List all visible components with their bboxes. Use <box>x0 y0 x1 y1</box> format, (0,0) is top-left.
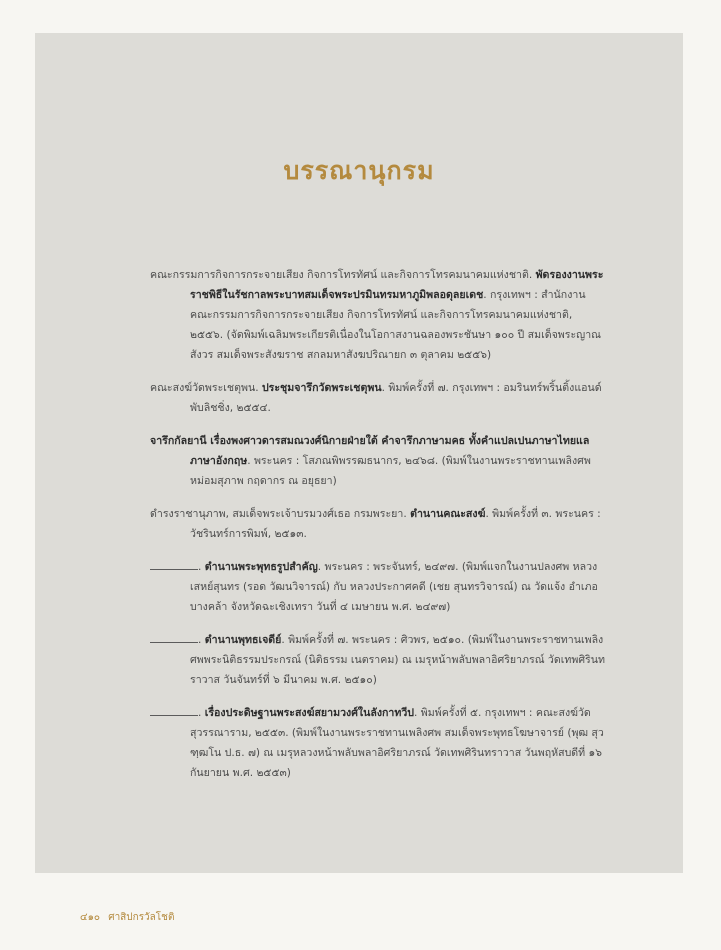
page-footer <box>80 910 174 925</box>
entry-details: . พิมพ์ครั้งที่ ๗. พระนคร : ศิวพร, ๒๕๑๐. (พิมพ์ในงานพระราชทานเพลิงศพพระนิติธรรมประกรณ์ (นิติธรรม เนตราคม) ณ เมรุหน้าพลับพลาอิศริยาภรณ์ วัดเทพศิรินทราวาส วันจันทร์ที่ ๖ มีนาคม พ.ศ. ๒๕๑๐) <box>190 634 605 686</box>
entry-title: จารึกกัลยานี เรื่องพงศาวดารสมณวงศ์นิกายฝ่ายใต้ คำจารึกภาษามคธ ทั้งคำแปลเปนภาษาไทยแลภาษาอังกฤษ <box>150 435 590 467</box>
entry-details: . พิมพ์ครั้งที่ ๕. กรุงเทพฯ : คณะสงฆ์วัดสุวรรณาราม, ๒๕๕๓. (พิมพ์ในงานพระราชทานเพลิงศพ สมเด็จพระพุทธโฆษาจารย์ (พุฒ สุวฑฺฒโน ป.ธ. ๗) ณ เมรุหลวงหน้าพลับพลาอิศริยาภรณ์ วัดเทพศิรินทราวาส วันพฤหัสบดีที่ ๑๖ กันยายน พ.ศ. ๒๕๕๓) <box>190 707 604 779</box>
content-panel <box>35 33 683 873</box>
repeated-author-dash <box>150 704 198 716</box>
entry-title: เรื่องประดิษฐานพระสงฆ์สยามวงศ์ในลังกาทวีป <box>204 707 415 719</box>
repeated-author-dash <box>150 558 198 570</box>
entry-details: . พระนคร : โสภณพิพรรฒธนากร, ๒๔๖๘. (พิมพ์ในงานพระราชทานเพลิงศพหม่อมสุภาพ กฤดากร ณ อยุธยา) <box>190 455 591 487</box>
repeated-author-dash <box>150 631 198 643</box>
bibliography-entry: . ตำนานพระพุทธรูปสำคัญ. พระนคร : พระจันทร์, ๒๔๙๗. (พิมพ์แจกในงานปลงศพ หลวงเสหย์สุนทร (รอด วัฒนวิจารณ์) กับ หลวงประกาศคดี (เชย สุนทรวิจารณ์) ณ วัดแจ้ง อำเภอบางคล้า จังหวัดฉะเชิงเทรา วันที่ ๔ เมษายน พ.ศ. ๒๔๙๗) <box>150 557 606 617</box>
bibliography-entry <box>150 504 606 544</box>
running-title: ศาสิปกรวัลโชติ <box>108 912 175 923</box>
bibliography-entry: . ตำนานพุทธเจดีย์. พิมพ์ครั้งที่ ๗. พระนคร : ศิวพร, ๒๕๑๐. (พิมพ์ในงานพระราชทานเพลิงศพพระนิติธรรมประกรณ์ (นิติธรรม เนตราคม) ณ เมรุหน้าพลับพลาอิศริยาภรณ์ วัดเทพศิรินทราวาส วันจันทร์ที่ ๖ มีนาคม พ.ศ. ๒๕๑๐) <box>150 630 606 690</box>
entry-author: คณะสงฆ์วัดพระเชตุพน. <box>150 382 262 394</box>
bibliography-entry <box>150 378 606 418</box>
entry-author: คณะกรรมการกิจการกระจายเสียง กิจการโทรทัศน์ และกิจการโทรคมนาคมแห่งชาติ. <box>150 269 533 281</box>
entry-details: . พิมพ์ครั้งที่ ๓. พระนคร : วัชรินทร์การพิมพ์, ๒๕๑๓. <box>190 508 601 540</box>
entry-title: ตำนานพุทธเจดีย์ <box>204 634 282 646</box>
entry-title: ตำนานพระพุทธรูปสำคัญ <box>204 561 318 573</box>
bibliography-entry <box>150 431 606 491</box>
page-title: บรรณานุกรม <box>283 156 435 185</box>
bibliography-list <box>150 265 606 796</box>
bibliography-entry: . เรื่องประดิษฐานพระสงฆ์สยามวงศ์ในลังกาทวีป. พิมพ์ครั้งที่ ๕. กรุงเทพฯ : คณะสงฆ์วัดสุวรรณาราม, ๒๕๕๓. (พิมพ์ในงานพระราชทานเพลิงศพ สมเด็จพระพุทธโฆษาจารย์ (พุฒ สุวฑฺฒโน ป.ธ. ๗) ณ เมรุหลวงหน้าพลับพลาอิศริยาภรณ์ วัดเทพศิรินทราวาส วันพฤหัสบดีที่ ๑๖ กันยายน พ.ศ. ๒๕๕๓) <box>150 703 606 783</box>
entry-details: . กรุงเทพฯ : สำนักงานคณะกรรมการกิจการกระจายเสียง กิจการโทรทัศน์ และกิจการโทรคมนาคมแห่งชาติ, ๒๕๕๖. (จัดพิมพ์เฉลิมพระเกียรติเนื่องในโอกาสงานฉลองพระชันษา ๑๐๐ ปี สมเด็จพระญาณสังวร สมเด็จพระสังฆราช สกลมหาสังฆปริณายก ๓ ตุลาคม ๒๕๕๖) <box>190 289 601 361</box>
entry-author: ดำรงราชานุภาพ, สมเด็จพระเจ้าบรมวงศ์เธอ กรมพระยา. <box>150 508 411 520</box>
page-number: ๔๑๐ <box>80 912 101 923</box>
entry-title: ตำนานคณะสงฆ์ <box>410 508 486 520</box>
entry-details: . พิมพ์ครั้งที่ ๗. กรุงเทพฯ : อมรินทร์พริ้นติ้งแอนด์พับลิชชิ่ง, ๒๕๕๔. <box>190 382 602 414</box>
entry-title: พัดรองงานพระราชพิธีในรัชกาลพระบาทสมเด็จพระปรมินทรมหาภูมิพลอดุลยเดช <box>190 269 604 301</box>
bibliography-entry <box>150 265 606 365</box>
entry-title: ประชุมจารึกวัดพระเชตุพน <box>261 382 382 394</box>
entry-details: . พระนคร : พระจันทร์, ๒๔๙๗. (พิมพ์แจกในงานปลงศพ หลวงเสหย์สุนทร (รอด วัฒนวิจารณ์) กับ หลวงประกาศคดี (เชย สุนทรวิจารณ์) ณ วัดแจ้ง อำเภอบางคล้า จังหวัดฉะเชิงเทรา วันที่ ๔ เมษายน พ.ศ. ๒๔๙๗) <box>190 561 598 613</box>
